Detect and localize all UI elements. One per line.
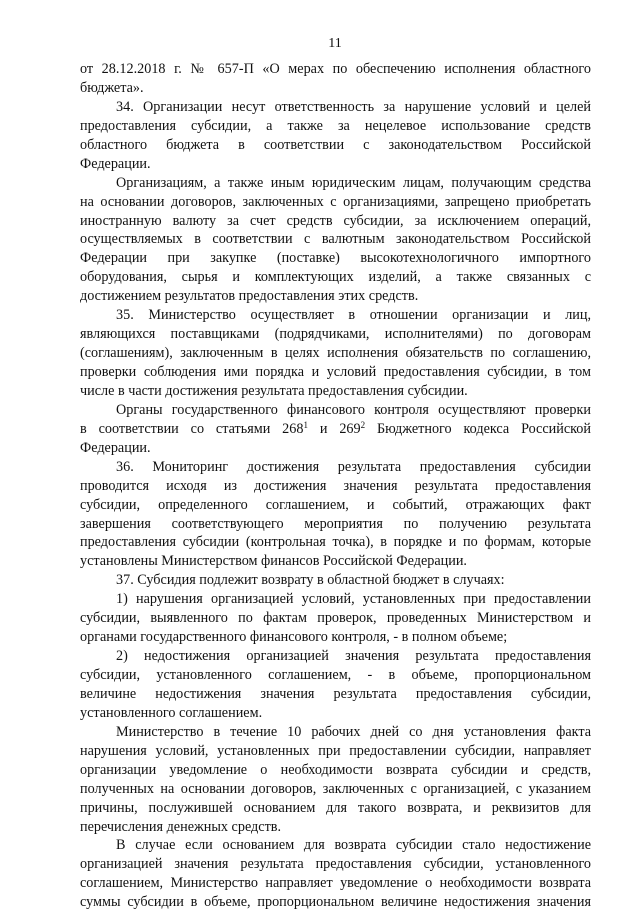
text-line: субсидии, установленного соглашением, - в объеме, пропорциональном [80,667,591,683]
text-line: нарушения условий, установленных при предоставлении субсидии, направляет [80,742,591,759]
text-fragment: Бюджетного кодекса Российской [365,420,591,437]
text-line: проводится исходя из достижения значения результата предоставления [80,477,591,494]
text-line: бюджета». [80,79,144,96]
footnote-superscript: 1 [303,419,308,430]
text-fragment: в соответствии со статьями 268 [80,420,304,437]
text-line: проверки соблюдения ими порядка и условий предоставления субсидии, в том [80,364,591,380]
text-line: В случае если основанием для возврата субсидии стало недостижение [116,837,591,854]
text-line: Федерации. [80,439,151,456]
text-line: областного бюджета в соответствии с законодательством Российской [80,136,591,153]
text-line: от 28.12.2018 г. № 657-П «О мерах по обеспечению исполнения областного [80,61,591,77]
text-line: 1) нарушения организацией условий, установленных при предоставлении [116,591,591,608]
text-line: соглашением, Министерство направляет уведомление о необходимости возврата [80,875,591,892]
text-line: величине недостижения значения результата предоставления субсидии, [80,685,591,702]
text-line: Федерации. [80,155,151,172]
text-line: на основании договоров, заключенных с организациями, запрещено приобретать [80,193,591,210]
text-line: 35. Министерство осуществляет в отношении организации и лиц, [116,307,591,324]
text-line: 34. Организации несут ответственность за нарушение условий и целей [116,98,591,115]
text-line: причины, послужившей основанием для такого возврата, и реквизитов для [80,799,591,816]
text-line: установленного соглашением. [80,704,263,721]
footnote-superscript: 2 [360,419,366,430]
text-line: Министерство в течение 10 рабочих дней со дня установления факта [116,723,591,740]
text-line: завершения соответствующего мероприятия по получению результата [80,515,591,532]
text-line: организации уведомление о необходимости возврата субсидии и средств, [80,761,591,778]
page-number: 11 [328,36,342,51]
text-line: предоставления субсидии (контрольная точка), в порядке и по формам, которые [80,534,591,551]
text-line [80,420,591,439]
text-line: организацией значения результата предоставления субсидии, установленного [80,856,591,873]
text-line: иностранную валюту за счет средств субсидии, за исключением операций, [80,212,591,229]
text-line: субсидии, определенного соглашением, и событий, отражающих факт [80,496,591,513]
text-line: Организациям, а также иным юридическим лицам, получающим средства [116,174,591,191]
text-line: Федерации при закупке (поставке) высокотехнологичного импортного [80,250,591,267]
text-line: предоставления субсидии, а также за нецелевое использование средств [80,117,591,134]
text-line: осуществляемых в соответствии с валютным законодательством Российской [80,231,591,248]
text-fragment: и 269 [307,420,361,437]
text-line: органами государственного финансового контроля, - в полном объеме; [80,629,508,646]
body-text [80,60,591,912]
text-line: 2) недостижения организацией значения результата предоставления [116,648,591,665]
text-line: являющихся поставщиками (подрядчиками, исполнителями) по договорам [80,326,591,343]
text-line: перечисления денежных средств. [80,818,282,835]
text-line: полученных на основании договоров, заключенных с организацией, с указанием [80,780,591,797]
text-line: 36. Мониторинг достижения результата предоставления субсидии [116,458,591,475]
text-line: 37. Субсидия подлежит возврату в областной бюджет в случаях: [116,572,505,589]
text-line: субсидии, выявленного по фактам проверок, проведенных Министерством и [80,610,591,627]
text-line: числе в части достижения результата предоставления субсидии. [80,382,468,399]
text-line: (соглашениям), заключенным в целях исполнения обязательств по соглашению, [80,345,591,362]
text-line: Органы государственного финансового контроля осуществляют проверки [116,401,591,418]
text-line: суммы субсидии в объеме, пропорциональном величине недостижения значения [80,894,591,911]
text-line: оборудования, сырья и комплектующих изделий, а также связанных с [80,269,591,286]
text-line: установлены Министерством финансов Российской Федерации. [80,553,467,570]
text-line: достижением результатов предоставления этих средств. [80,288,419,305]
